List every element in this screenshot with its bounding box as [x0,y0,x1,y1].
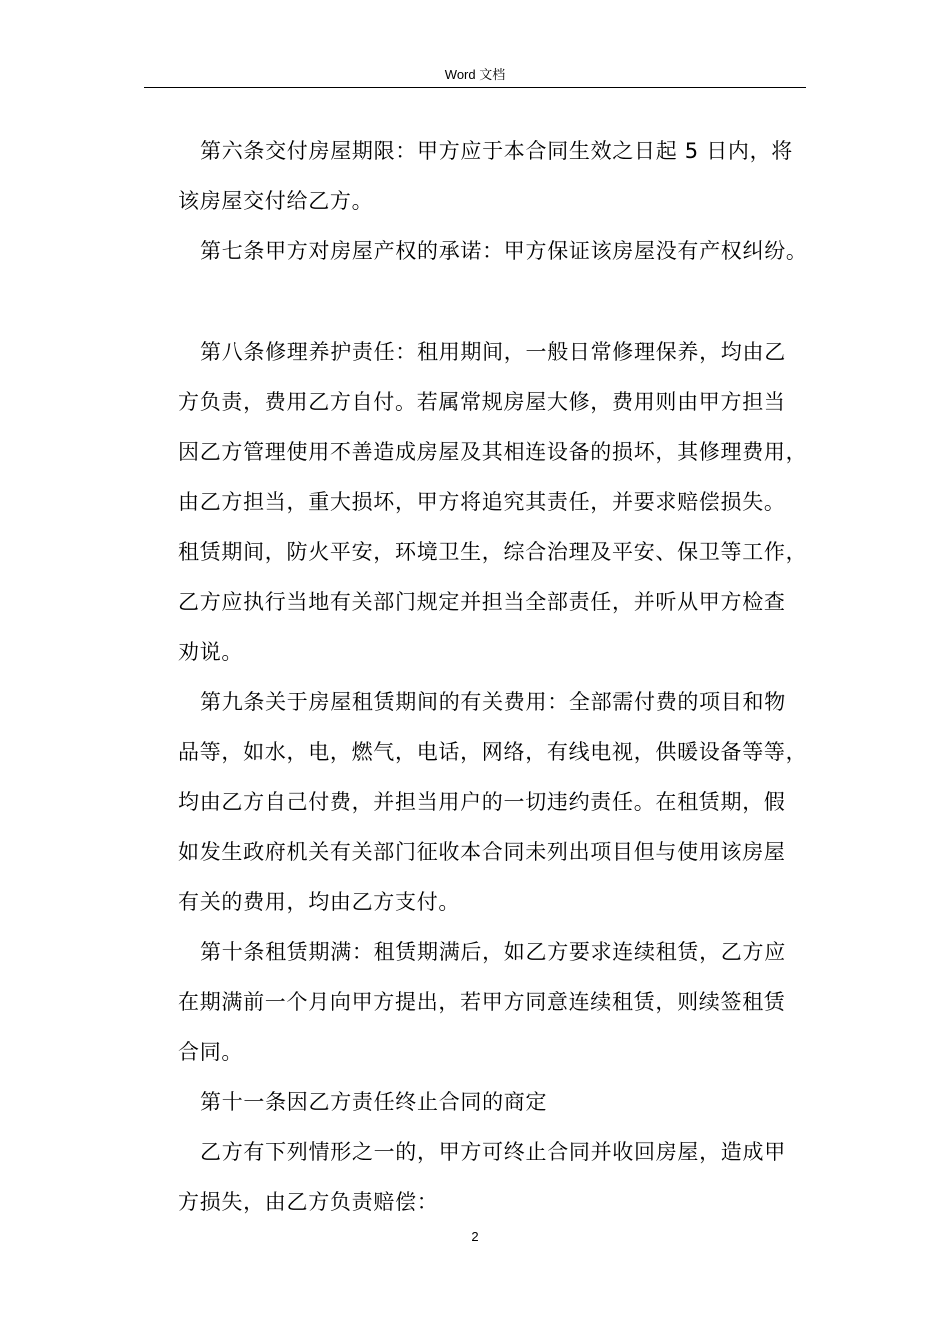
article-8-paragraph [178,327,818,677]
page-header: Word 文档 [444,67,506,82]
text-line: 品等，如水，电，燃气，电话，网络，有线电视，供暖设备等等， [178,740,808,764]
text-line: 均由乙方自己付费，并担当用户的一切违约责任。在租赁期，假 [178,790,786,814]
text-line: 乙方有下列情形之一的，甲方可终止合同并收回房屋，造成甲 [200,1140,786,1164]
article-11-paragraph [178,1127,818,1227]
text-line: 方损失，由乙方负责赔偿： [178,1190,439,1214]
blank-line [178,276,818,327]
text-line: 第九条关于房屋租赁期间的有关费用：全部需付费的项目和物 [200,690,786,714]
text-line: 第六条交付房屋期限：甲方应于本合同生效之日起 5 日内，将 [200,139,794,163]
text-line: 第十一条因乙方责任终止合同的商定 [200,1090,548,1114]
text-line: 有关的费用，均由乙方支付。 [178,890,461,914]
text-line: 方负责，费用乙方自付。若属常规房屋大修，费用则由甲方担当 [178,390,786,414]
text-line: 租赁期间，防火平安，环境卫生，综合治理及平安、保卫等工作， [178,540,808,564]
text-line: 由乙方担当，重大损坏，甲方将追究其责任，并要求赔偿损失。 [178,490,786,514]
article-7-paragraph [178,226,818,276]
text-line: 第七条甲方对房屋产权的承诺：甲方保证该房屋没有产权纠纷。 [200,239,808,263]
page-number: 2 [471,1229,479,1244]
text-line: 该房屋交付给乙方。 [178,189,374,213]
text-line: 乙方应执行当地有关部门规定并担当全部责任，并听从甲方检查 [178,590,786,614]
text-line: 劝说。 [178,640,244,664]
text-line: 如发生政府机关有关部门征收本合同未列出项目但与使用该房屋 [178,840,786,864]
header-divider [144,87,806,88]
text-line: 因乙方管理使用不善造成房屋及其相连设备的损坏，其修理费用， [178,440,808,464]
article-9-paragraph [178,677,818,927]
text-line: 在期满前一个月向甲方提出，若甲方同意连续租赁，则续签租赁 [178,990,786,1014]
text-line: 合同。 [178,1040,244,1064]
document-body [178,126,818,1227]
article-11-heading [178,1077,818,1127]
article-6-paragraph [178,126,818,226]
article-10-paragraph [178,927,818,1077]
text-line: 第十条租赁期满：租赁期满后，如乙方要求连续租赁，乙方应 [200,940,786,964]
text-line: 第八条修理养护责任：租用期间，一般日常修理保养，均由乙 [200,340,786,364]
